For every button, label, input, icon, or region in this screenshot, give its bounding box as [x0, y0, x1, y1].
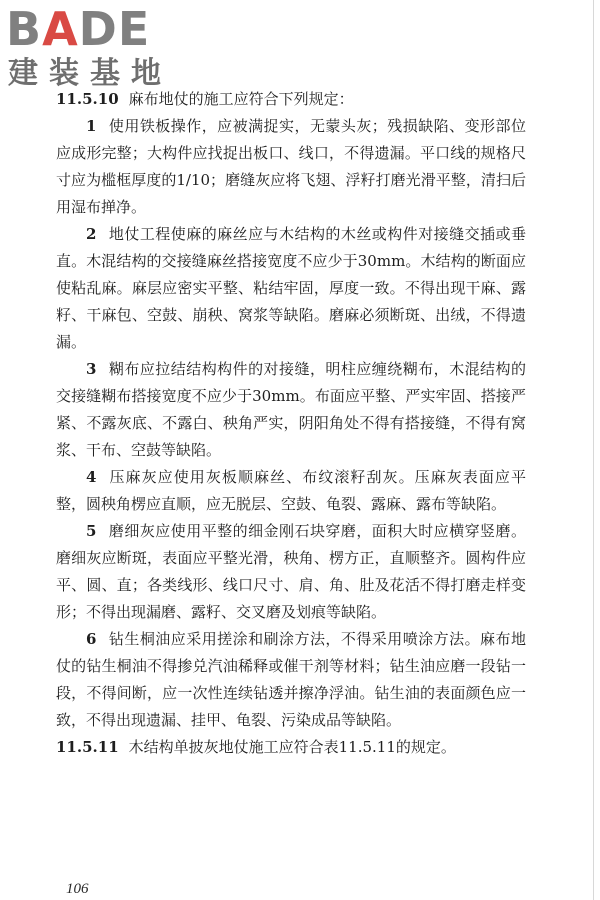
- item-text: 糊布应拉结结构构件的对接缝，明柱应缠绕糊布，木混结构的交接缝糊布搭接宽度不应少于30mm。布面应平整、严实牢固、搭接严紧、不露灰底、不露白、秧角严实，阴阳角处不得有搭接缝，不得有窝浆、干布、空鼓等缺陷。: [56, 360, 526, 459]
- item-number: 3: [86, 360, 97, 378]
- logo-subtitle: 建装基地: [8, 56, 172, 91]
- list-item-6: [56, 626, 526, 734]
- document-body: [56, 86, 526, 761]
- section-heading-11-5-11: [56, 734, 526, 761]
- item-number: 6: [86, 630, 97, 648]
- item-number: 4: [86, 468, 97, 486]
- list-item-4: [56, 464, 526, 518]
- section-text: 木结构单披灰地仗施工应符合表11.5.11的规定。: [128, 738, 456, 756]
- list-item-2: [56, 221, 526, 356]
- item-text: 压麻灰应使用灰板顺麻丝、布纹滚籽刮灰。压麻灰表面应平整，圆秧角楞应直顺，应无脱层、空鼓、龟裂、露麻、露布等缺陷。: [56, 468, 526, 513]
- section-number: 11.5.11: [56, 738, 119, 756]
- section-title: 麻布地仗的施工应符合下列规定：: [128, 90, 354, 108]
- logo-wordmark: BADE: [6, 2, 151, 56]
- list-item-3: [56, 356, 526, 464]
- list-item-1: [56, 113, 526, 221]
- list-item-5: [56, 518, 526, 626]
- item-text: 钻生桐油应采用搓涂和刷涂方法，不得采用喷涂方法。麻布地仗的钻生桐油不得掺兑汽油稀释或催干剂等材料；钻生油应磨一段钻一段，不得间断，应一次性连续钻透并擦净浮油。钻生油的表面颜色应一致，不得出现遗漏、挂甲、龟裂、污染成品等缺陷。: [56, 630, 526, 729]
- page-edge: [593, 0, 594, 900]
- section-number: 11.5.10: [56, 90, 119, 108]
- item-text: 地仗工程使麻的麻丝应与木结构的木丝或构件对接缝交插或垂直。木混结构的交接缝麻丝搭接宽度不应少于30mm。木结构的断面应使粘乱麻。麻层应密实平整、粘结牢固，厚度一致。不得出现干麻、露籽、干麻包、空鼓、崩秧、窝浆等缺陷。磨麻必须断斑、出绒，不得遗漏。: [56, 225, 526, 351]
- item-number: 1: [86, 117, 97, 135]
- logo: [6, 4, 181, 99]
- item-number: 2: [86, 225, 97, 243]
- item-text: 磨细灰应使用平整的细金刚石块穿磨，面积大时应横穿竖磨。磨细灰应断斑，表面应平整光滑，秧角、楞方正，直顺整齐。圆构件应平、圆、直；各类线形、线口尺寸、肩、角、肚及花活不得打磨走样变形；不得出现漏磨、露籽、交叉磨及划痕等缺陷。: [56, 522, 526, 621]
- item-text: 使用铁板操作，应被满捉实，无蒙头灰；残损缺陷、变形部位应成形完整；大构件应找捉出板口、线口，不得遗漏。平口线的规格尺寸应为槛框厚度的1/10；磨缝灰应将飞翅、浮籽打磨光滑平整，清扫后用湿布掸净。: [56, 117, 526, 216]
- section-heading-11-5-10: [56, 86, 526, 113]
- item-number: 5: [86, 522, 97, 540]
- page-number: 106: [66, 881, 89, 897]
